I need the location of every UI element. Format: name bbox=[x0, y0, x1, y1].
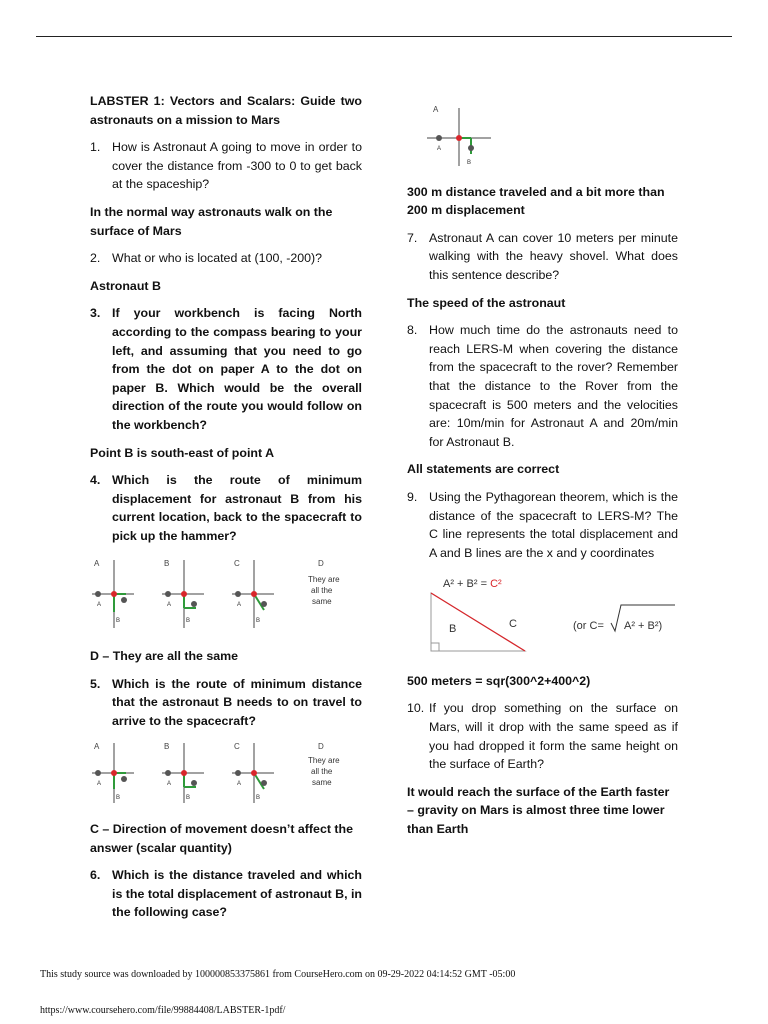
formula-radicand: A² + B²) bbox=[624, 620, 663, 633]
question-number: 3. bbox=[90, 306, 101, 321]
option-b bbox=[162, 742, 204, 803]
question-7 bbox=[407, 229, 678, 285]
astronaut-b-icon bbox=[261, 601, 267, 607]
option-d-line: same bbox=[312, 778, 332, 788]
astronaut-a-icon bbox=[95, 591, 101, 597]
astronaut-b-label: B bbox=[256, 618, 261, 625]
spaceship-dot bbox=[251, 591, 257, 597]
answer-1: In the normal way astronauts walk on the surface of Mars bbox=[90, 204, 333, 238]
astronaut-a-icon bbox=[235, 591, 241, 597]
question-number: 1. bbox=[90, 140, 101, 155]
option-label: C bbox=[234, 742, 240, 752]
right-angle-mark bbox=[431, 643, 439, 651]
question-text: If your workbench is facing North according to the compass bearing to your left, and assuming that you need to go from the dot on paper A to the dot on paper B. Which would be the overall direction of the route you would follow on the workbench? bbox=[112, 306, 362, 432]
answer-10: It would reach the surface of the Earth faster – gravity on Mars is almost three time lower than Earth bbox=[407, 784, 670, 837]
question-text: Astronaut A can cover 10 meters per minute walking with the heavy shovel. What does this sentence describe? bbox=[429, 230, 678, 282]
question-9 bbox=[407, 488, 678, 562]
astronaut-a-label: A bbox=[97, 781, 102, 788]
route-options-diagram bbox=[90, 739, 340, 805]
astronaut-b-label: B bbox=[116, 795, 121, 802]
question-text: How much time do the astronauts need to reach LERS-M when covering the distance from the spacecraft to the rover? Remember that the distance to the Rover from the spacecraft is 500 meters and the velocities are: 10m/min for Astronaut A and 20m/min for Astronaut B. bbox=[429, 323, 678, 449]
spaceship-dot bbox=[456, 135, 462, 141]
question-6-figure bbox=[425, 100, 678, 174]
question-6 bbox=[90, 866, 362, 922]
document-title: LABSTER 1: Vectors and Scalars: Guide two astronauts on a mission to Mars bbox=[90, 94, 362, 127]
astronaut-b-icon bbox=[191, 601, 197, 607]
astronaut-a-label: A bbox=[237, 602, 242, 609]
side-b-label: B bbox=[449, 623, 457, 636]
astronaut-a-label: A bbox=[97, 602, 102, 609]
question-text: Which is the distance traveled and which is the total displacement of astronaut B, in the following case? bbox=[112, 868, 362, 920]
answer-6: 300 m distance traveled and a bit more than 200 m displacement bbox=[407, 184, 665, 218]
astronaut-a-icon bbox=[235, 770, 241, 776]
question-number: 5. bbox=[90, 676, 101, 691]
option-label: A bbox=[433, 105, 439, 114]
question-10 bbox=[407, 699, 678, 773]
question-number: 4. bbox=[90, 473, 101, 488]
astronaut-b-icon bbox=[121, 776, 127, 782]
option-label: A bbox=[94, 742, 100, 752]
formula-prefix: (or C= bbox=[573, 620, 604, 633]
astronaut-a-icon bbox=[165, 591, 171, 597]
astronaut-b-icon bbox=[261, 780, 267, 786]
spaceship-dot bbox=[181, 591, 187, 597]
question-4 bbox=[90, 471, 362, 545]
question-number: 2. bbox=[90, 251, 101, 266]
question-number: 7. bbox=[407, 230, 418, 245]
spaceship-dot bbox=[251, 770, 257, 776]
pythagoras-figure bbox=[425, 571, 678, 663]
astronaut-a-icon bbox=[436, 135, 442, 141]
side-c-label: C bbox=[509, 618, 517, 631]
astronaut-a-label: A bbox=[237, 781, 242, 788]
question-text: Which is the route of minimum distance that the astronaut B needs to on travel to arrive to the spacecraft? bbox=[112, 676, 362, 728]
route-options-figure-2 bbox=[90, 739, 362, 811]
answer-4: D – They are all the same bbox=[90, 649, 239, 664]
option-d bbox=[308, 742, 340, 787]
option-label: D bbox=[318, 742, 324, 752]
astronaut-b-icon bbox=[191, 780, 197, 786]
answer-2: Astronaut B bbox=[90, 278, 161, 293]
download-notice: This study source was downloaded by 100000853375861 from CourseHero.com on 09-29-2022 04:14:52 GMT -05:00 bbox=[40, 969, 516, 980]
question-1 bbox=[90, 138, 362, 194]
option-label: D bbox=[318, 559, 324, 569]
question-text: Which is the route of minimum displacement for astronaut B from his current location, back to the spacecraft to pick up the hammer? bbox=[112, 473, 362, 543]
option-d-line: all the bbox=[311, 767, 333, 777]
left-column bbox=[90, 92, 362, 931]
spaceship-dot bbox=[181, 770, 187, 776]
answer-5: C – Direction of movement doesn’t affect the answer (scalar quantity) bbox=[90, 822, 353, 855]
route-options-diagram bbox=[90, 554, 340, 632]
spaceship-dot bbox=[111, 591, 117, 597]
astronaut-a-icon bbox=[165, 770, 171, 776]
question-text: Using the Pythagorean theorem, which is the distance of the spacecraft to LERS-M? The C line represents the total displacement and A and B lines are the x and y coordinates bbox=[429, 489, 678, 560]
route-options-figure-1 bbox=[90, 554, 362, 638]
question-number: 9. bbox=[407, 489, 418, 504]
astronaut-b-label: B bbox=[186, 795, 191, 802]
pythagoras-diagram bbox=[425, 571, 685, 657]
answer-8: All statements are correct bbox=[407, 462, 560, 477]
answer-3: Point B is south-east of point A bbox=[90, 445, 275, 460]
answer-7: The speed of the astronaut bbox=[407, 295, 566, 310]
question-text: How is Astronaut A going to move in order to cover the distance from -300 to 0 to get back at the spaceship? bbox=[112, 140, 362, 192]
astronaut-b-label: B bbox=[186, 618, 191, 625]
option-d-line: They are bbox=[308, 756, 340, 766]
question-number: 6. bbox=[90, 868, 101, 883]
option-d-line: same bbox=[312, 597, 332, 607]
question-5 bbox=[90, 675, 362, 731]
question-text: What or who is located at (100, -200)? bbox=[112, 251, 323, 266]
source-url[interactable]: https://www.coursehero.com/file/99884408/LABSTER-1pdf/ bbox=[40, 1005, 286, 1016]
option-label: B bbox=[164, 742, 170, 752]
astronaut-a-icon bbox=[95, 770, 101, 776]
answer-9: 500 meters = sqr(300^2+400^2) bbox=[407, 673, 591, 688]
option-label: B bbox=[164, 559, 170, 569]
astronaut-b-label: B bbox=[116, 618, 121, 625]
question-number: 10. bbox=[407, 701, 425, 716]
astronaut-a-label: A bbox=[167, 602, 172, 609]
question-text: If you drop something on the surface on Mars, will it drop with the same speed as if you had dropped it form the same height on the surface of Earth? bbox=[429, 701, 678, 772]
astronaut-a-label: A bbox=[167, 781, 172, 788]
option-d bbox=[308, 559, 340, 606]
option-a bbox=[92, 559, 134, 628]
question-2 bbox=[90, 249, 362, 268]
option-label: C bbox=[234, 559, 240, 569]
astronaut-b-icon bbox=[121, 597, 127, 603]
option-c bbox=[232, 559, 274, 628]
astronaut-a-label: A bbox=[437, 146, 442, 152]
question-3 bbox=[90, 304, 362, 434]
option-d-line: They are bbox=[308, 575, 340, 585]
astronaut-b-label: B bbox=[467, 160, 472, 166]
astronaut-b-label: B bbox=[256, 795, 261, 802]
spaceship-dot bbox=[111, 770, 117, 776]
option-d-line: all the bbox=[311, 586, 333, 596]
equation-c: C² bbox=[490, 578, 502, 591]
astronaut-b-icon bbox=[468, 145, 474, 151]
question-number: 8. bbox=[407, 323, 418, 338]
pythagoras-equation bbox=[443, 578, 502, 590]
right-column bbox=[407, 100, 678, 848]
option-c bbox=[232, 742, 274, 803]
equation-prefix: A² + B² = bbox=[443, 578, 491, 591]
option-b bbox=[162, 559, 204, 628]
displacement-diagram bbox=[425, 100, 495, 168]
option-a bbox=[92, 742, 134, 803]
top-rule bbox=[36, 36, 732, 37]
option-label: A bbox=[94, 559, 100, 569]
question-8 bbox=[407, 321, 678, 451]
